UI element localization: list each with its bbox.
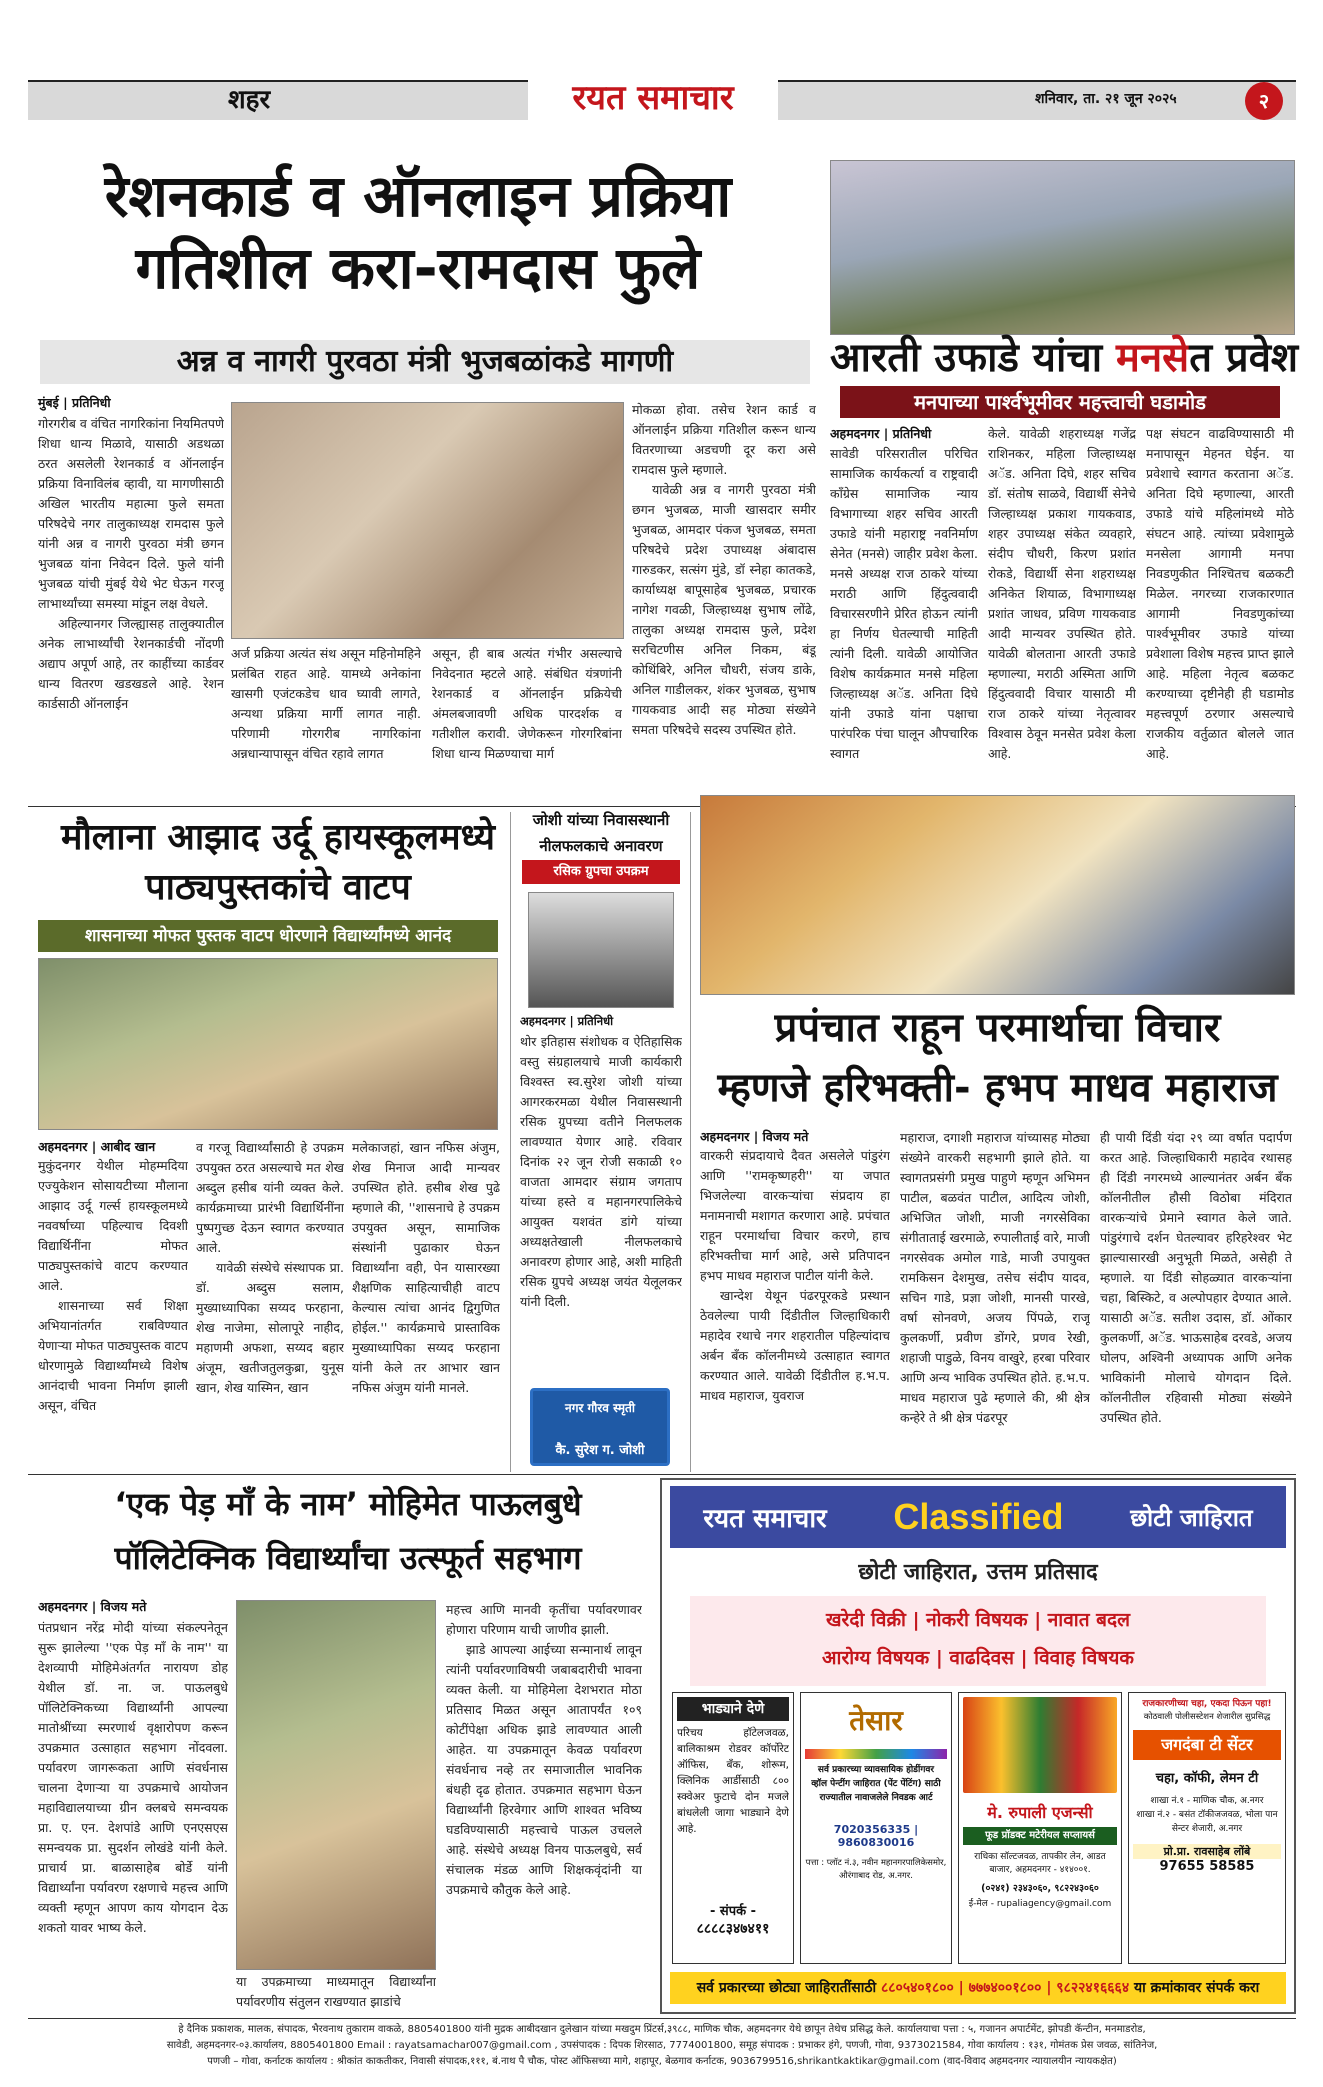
story6-col3 [446,1600,642,2012]
story3-ribbon: शासनाच्या मोफत पुस्तक वाटप धोरणाने विद्यार्थ्यांमध्ये आनंद [38,920,498,952]
story1-col1-para2: अहिल्यानगर जिल्ह्यासह तालुक्यातील अनेक लाभार्थ्यांची रेशनकार्डची नोंदणी अद्याप अपूर्ण आहे, तर काहींच्या कार्डवर धान्य वितरण खडखडले आहे. रेशन कार्डसाठी ऑनलाईन [38,616,224,711]
story5-col2: महाराज, दगाशी महाराज यांच्यासह मोठ्या संख्येने वारकरी सहभागी झाले होते. या स्वागतप्रसंगी प्रमुख पाहुणे म्हणून अभिमन पाटील, बळवंत पाटील, आदित्य जोशी, अभिजित जोशी, माजी नगरसेविका संगीताताई खरमाळे, रुपालीताई वारे, माजी नगरसेवक अमोल गाडे, माजी उपायुक्त रामकिसन देशमुख, तसेच संदीप यादव, सचिन गाडे, प्रज्ञा जोशी, मानसी पारखे, वर्षा सोनवणे, अजय पिंपळे, राजू कुलकर्णी, प्रवीण डोंगरे, प्रणव रेखी, शहाजी पाडुळे, विनय वाखुरे, हरबा परिवार आणि अन्य भाविक उपस्थित होते. ह.भ.प. माधव महाराज पुढे म्हणाले की, श्री क्षेत्र कन्हेरे ते श्री क्षेत्र पंढरपूर [900,1130,1090,1425]
section-label: शहर [228,85,271,115]
ad-art-stripes [805,1749,947,1759]
story5-col1-para1: वारकरी संप्रदायाचे दैवत असलेले पांडुरंग आणि ''रामकृष्णहरी'' या जपात भिजलेल्या वारकऱ्यांचा संप्रदाय हा मनामनाची मशागत करणारा आहे. प्रपंचात राहून परमार्थाचा विचार करणे, हाच हरिभक्तीचा मार्ग आहे, असे प्रतिपादन हभप माधव महाराज पाटील यांनी केले. [700,1148,890,1283]
row-divider-2 [28,1474,1296,1475]
story6-byline: अहमदनगर | विजय मते [38,1599,147,1614]
ad-tea-name: जगदंबा टी सेंटर [1133,1730,1281,1760]
story5-col1 [700,1146,890,1468]
story6-col3-para1: महत्त्व आणि मानवी कृतींचा पर्यावरणावर होणारा परिणाम याची जाणीव झाली. [446,1602,642,1637]
col-divider-b [690,812,691,1472]
story5-photo [700,795,1295,995]
story6-headline-line2: पॉलिटेक्निक विद्यार्थ्यांचा उत्स्फूर्त सहभाग [114,1539,582,1577]
story3-col2-para1: व गरजू विद्यार्थ्यांसाठी हे उपक्रम उपयुक्त ठरत असल्याचे मत शेख अब्दुल हसीब यांनी व्यक्त केले. कार्यक्रमाच्या प्रारंभी विद्यार्थिनींना पुष्पगुच्छ देऊन स्वागत करण्यात आले. [196,1140,344,1255]
story1-col4-para1: मोकळा होवा. तसेच रेशन कार्ड व ऑनलाईन प्रक्रिया गतिशील करून धान्य वितरणाच्या अडचणी दूर करा असे रामदास फुले म्हणाले. [632,402,816,477]
ad-tea-phone: 97655 58585 [1159,1859,1255,1874]
story1-col1 [38,414,224,800]
classified-footer-b: या क्रमांकावर संपर्क करा [1133,1980,1260,1996]
imprint-line3: पणजी – गोवा, कर्नाटक कार्यालय : श्रीकांत काकतीकर, निवासी संपादक,१११, बं.नाथ पै चौक, पोस्ट ऑफिसच्या मागे, शहापूर, बेळगाव कर्नाटक, 9036799516,shrikantkaktikar@gmail.com (वाद-विवाद अहमदनगर न्यायालयीन न्यायकक्षेत) [207,2056,1117,2067]
classified-cats-row2: आरोग्य विषयक | वाढदिवस | विवाह विषयक [822,1647,1134,1669]
cat-birthday: वाढदिवस [949,1647,1014,1669]
imprint-line2: सावेडी, अहमदनगर-०३.कार्यालय, 8805401800 Email : rayatsamachar007@gmail.com , उपसंपादक : दिपक शिरसाठ, 7774001800, समूह संपादक : प्रभाकर हंगे, पणजी, गोवा, 9373021584, गोवा कार्यालय : १३१, गोमंतक प्रेस जवळ, सांतिनेज, [166,2040,1158,2051]
classified-footer-a: सर्व प्रकारच्या छोट्या जाहिरातींसाठी [696,1980,877,1996]
ad-art-line2: व्हॉल पेन्टींग जाहिरात (पेंट पेंटिंग) साठी [811,1779,941,1789]
story1-headline-line2: गतिशील करा-रामदास फुले [135,234,701,302]
cat-marriage: विवाह विषयक [1034,1647,1134,1669]
story6-col2: या उपक्रमाच्या माध्यमातून विद्यार्थ्यांना पर्यावरणीय संतुलन राखण्यात झाडांचे [236,1974,436,2009]
classified-footer-phones: ८८०५४०१८०० | ७७७४००१८०० | ९८२२४१६६६४ [880,1980,1130,1996]
ad-rent-title: भाड्याने देणे [677,1697,789,1721]
classified-title-mid: Classified [893,1496,1064,1537]
story2-ribbon: मनपाच्या पार्श्वभूमीवर महत्त्वाची घडामोड [840,386,1280,418]
story4-ribbon: रसिक ग्रुपचा उपक्रम [522,860,680,884]
story1-col4 [632,400,816,800]
story4-body: थोर इतिहास संशोधक व ऐतिहासिक वस्तु संग्रहालयाचे माजी कार्यकारी विश्वस्त स्व.सुरेश जोशी यांच्या आगरकरमळा येथील निवासस्थानी रसिक ग्रुपच्या वतीने निलफलक लावण्यात येणार आहे. रविवार दिनांक २२ जून रोजी सकाळी १० वाजता आमदार संग्राम जगताप यांच्या हस्ते व महानगरपालिकेचे आयुक्त यशवंत डांगे यांच्या अध्यक्षतेखाली नीलफलकाचे अनावरण होणार आहे, अशी माहिती रसिक ग्रुपचे अध्यक्ष जयंत येलूलकर यांनी दिली. [520,1034,682,1309]
story5-headline-line2: म्हणजे हरिभक्ती- हभप माधव महाराज [717,1065,1278,1111]
ad-rent [672,1692,794,1964]
ad-agency-email: ई-मेल - rupaliagency@gmail.com [968,1899,1112,1909]
story4-plaque-title: नगर गौरव स्मृती [565,1401,635,1415]
cat-jobs: नोकरी विषयक [926,1609,1028,1631]
story5-col3: ही पायी दिंडी यंदा २९ व्या वर्षात पदार्पण करत आहे. जिल्हाधिकारी महादेव रथासह ही दिंडी नगरमध्ये आल्यानंतर अर्बन बँक कॉलनीतील हौसी विठोबा मंदिरात वारकऱ्यांचे प्रेमाने स्वागत केले जाते. पांडुरंगाचे दर्शन घेतल्यावर हरिहरेश्वर भेट झाल्यासारखी अनुभूती मिळते, असेही ते म्हणाले. या दिंडी सोहळ्यात वारकऱ्यांना चहा, बिस्किटे, व अल्पोपहार देण्यात आले. यासाठी अॅड. सतीश उदास, डॉ. ओंकार कुलकर्णी, अॅड. भाऊसाहेब दरवडे, अजय घोलप, अश्विनी अध्यापक आणि अनेक भाविकांनी मोलाचे योगदान दिले. कॉलनीतील रहिवासी मोठ्या संख्येने उपस्थित होते. [1100,1130,1292,1425]
story3-photo [38,958,498,1130]
story5-byline: अहमदनगर | विजय मते [700,1129,809,1144]
story1-photo [231,402,624,639]
story4-portrait [528,892,674,1008]
story3-headline-line2: पाठ्यपुस्तकांचे वाटप [145,867,411,908]
ad-tea [1128,1692,1286,1964]
cat-buy-sell: खरेदी विक्री [826,1609,906,1631]
ad-agency-contact: राधिका सॉल्टजवळ, तापकीर लेन, आडत बाजार, अहमदनगर - ४१४००१. [974,1852,1106,1875]
story1-subhead: अन्न व नागरी पुरवठा मंत्री भुजबळांकडे मागणी [40,340,810,384]
story6-col1: पंतप्रधान नरेंद्र मोदी यांच्या संकल्पनेतून सुरू झालेल्या ''एक पेड़ माँ के नाम'' या देशव्यापी मोहिमेअंतर्गत नारायण डोह येथील डॉ. ना. ज. पाऊलबुधे पॉलिटेक्निकच्या विद्यार्थ्यांनी आपल्या मातोश्रींच्या स्मरणार्थ वृक्षारोपण करून उपक्रमात उत्साहात सहभाग नोंदवला. पर्यावरण जागरूकता आणि संवर्धनास चालना देणाऱ्या या उपक्रमाचे आयोजन महाविद्यालयाच्या ग्रीन क्लबचे समन्वयक प्रा. ए. एन. देशपांडे आणि एनएसएस समन्वयक प्रा. सुदर्शन लोखंडे यांनी केले. प्राचार्य प्रा. बाळासाहेब बोर्डे यांनी विद्यार्थ्यांना पर्यावरण रक्षणाचे महत्त्व आणि व्यक्ती म्हणून आपण काय योगदान देऊ शकतो यावर भाष्य केले. [38,1620,228,1935]
story6-col3-para2: झाडे आपल्या आईच्या सन्मानार्थ लावून त्यांनी पर्यावरणाविषयी जबाबदारीची भावना व्यक्त केली. या मोहिमेला देशभरात मोठा प्रतिसाद मिळत असून आतापर्यंत १०९ कोटींपेक्षा अधिक झाडे लावण्यात आली आहेत. या उपक्रमातून केवळ पर्यावरण संवर्धनाच नव्हे तर समाजातील भावनिक बंधही दृढ होतात. उपक्रमात सहभाग घेऊन विद्यार्थ्यांनी हिरवेगार आणि शाश्वत भविष्य घडविण्यासाठी महत्त्वाचे पाऊल उचलले आहे. संस्थेचे अध्यक्ष विनय पाऊलबुधे, सर्व संचालक मंडळ आणि शिक्षकवृंदांनी या उपक्रमाचे कौतुक केले आहे. [446,1642,642,1897]
story3-col2-para2: यावेळी संस्थेचे संस्थापक प्रा. डॉ. अब्दुस सलाम, मुख्याध्यापिका सय्यद फरहाना, शेख नाजेमा, सोलापूरे नाहीद, महाणमी अफशा, सय्यद बहार अंजूम, खतीजतुलकुब्रा, युनूस खान, शेख यास्मिन, खान [196,1260,344,1395]
story2-byline: अहमदनगर | प्रतिनिधी [830,426,932,441]
classified-header [670,1486,1286,1548]
ad-rent-contact-label: - संपर्क - [710,1904,756,1919]
ad-tea-branch1: शाखा नं.१ - माणिक चौक, अ.नगर [1150,1796,1264,1806]
story1-col2: अर्ज प्रक्रिया अत्यंत संथ असून महिनोमहिने प्रलंबित राहत आहे. यामध्ये अनेकांना खासगी एजंटकडेच धाव घ्यावी लागते, अन्यथा प्रक्रिया मार्गी लागत नाही. परिणामी गोरगरीब नागरिकांना अन्नधान्यापासून वंचित रहावे लागत [231,646,421,761]
ad-agency-phones: (०२४१) २३४३०६०, ९८२२४३०६० [981,1883,1099,1894]
story2-headline-tail: त प्रवेश [1189,335,1299,381]
ad-art-phones: 7020356335 | 9860830016 [833,1823,919,1849]
story1-headline-line1: रेशनकार्ड व ऑनलाइन प्रक्रिया [104,162,732,230]
imprint [34,2022,1290,2070]
ad-agency-products [963,1697,1117,1793]
story2-headline [830,330,1299,386]
story3-col3: मलेकाजहां, खान नफिस अंजुम, शेख मिनाज आदी मान्यवर उपस्थित होते. हसीब शेख पुढे म्हणाले की, ''शासनाचे हे उपक्रम उपयुक्त असून, सामाजिक संस्थांनी पुढाकार घेऊन विद्यार्थ्यांना वही, पेन यासारख्या शैक्षणिक साहित्याचीही वाटप केल्यास त्यांचा आनंद द्विगुणित होईल.'' कार्यक्रमाचे प्रास्ताविक मुख्याध्यापिका सय्यद फरहाना यांनी केले तर आभार खान नफिस अंजुम यांनी मानले. [352,1140,500,1395]
story4-plaque [530,1388,670,1466]
story6-photo [236,1600,436,1970]
classified-title-right: छोटी जाहिरात [1130,1503,1253,1532]
story3-col1-para1: मुकुंदनगर येथील मोहम्मदिया एज्युकेशन सोसायटीच्या मौलाना आझाद उर्दू गर्ल्स हायस्कूलमध्ये नववर्षाच्या पहिल्याच दिवशी विद्यार्थिनींना मोफत पाठ्यपुस्तकांचे वाटप करण्यात आले. [38,1158,188,1293]
cat-name-change: नावात बदल [1047,1609,1130,1631]
story2-photo [830,160,1295,335]
ad-agency-tag: फूड प्रॉडक्ट मटेरीयल सप्लायर्स [963,1827,1117,1845]
story2-col2: केले. यावेळी शहराध्यक्ष गजेंद्र राशिनकर, महिला जिल्हाध्यक्ष अॅड. अनिता दिघे, शहर सचिव डॉ. संतोष साळवे, विद्यार्थी सेनेचे जिल्हाध्यक्ष प्रकाश गायकवाड, शहर उपाध्यक्ष संकेत व्यवहारे, संदीप चौधरी, किरण प्रशांत रोकडे, विद्यार्थी सेना शहराध्यक्ष अनिकेत शियाळ, विभागाध्यक्ष प्रशांत जाधव, प्रविण गायकवाड आदी मान्यवर उपस्थित होते. यावेळी बोलताना आरती उफाडे म्हणाल्या, मराठी अस्मिता आणि हिंदुत्ववादी विचार यासाठी मी राज ठाकरे यांच्या नेतृत्वावर विश्वास ठेवून मनसेत प्रवेश केला आहे. [988,426,1136,761]
ad-art-line1: सर्व प्रकारच्या व्यावसायिक होडींगवर [817,1765,935,1775]
ad-art-address: पत्ता : प्लॉट नं.३, नवीन महानगरपालिकेसमोर, औरंगाबाद रोड, अ.नगर. [805,1858,947,1881]
story4-headline-line2: नीलफलकाचे अनावरण [539,837,663,855]
classified-cats-row1: खरेदी विक्री | नोकरी विषयक | नावात बदल [826,1609,1130,1631]
story3-col1-para2: शासनाच्या सर्व शिक्षा अभियानांतर्गत राबविण्यात येणाऱ्या मोफत पाठ्यपुस्तक वाटप धोरणामुळे विद्यार्थ्यांमध्ये विशेष आनंदाची भावना निर्माण झाली असून, वंचित [38,1298,188,1413]
issue-date: शनिवार, ता. २१ जून २०२५ [1035,91,1177,107]
ad-art [800,1692,952,1964]
ad-tea-branch2: शाखा नं.२ - बसंत टॉकीजजवळ, भोला पान सेन्टर शेजारी, अ.नगर [1136,1810,1278,1834]
ad-art-brand: तेसार [849,1704,903,1737]
story6-headline-line1: ‘एक पेड़ माँ के नाम’ मोहिमेत पाऊलबुधे [114,1485,582,1523]
story3-col2 [196,1138,344,1466]
story1-col3: असून, ही बाब अत्यंत गंभीर असल्याचे निवेदनात म्हटले आहे. संबंधित यंत्रणांनी रेशनकार्ड व ऑनलाईन प्रक्रियेची अंमलबजावणी अधिक पारदर्शक व गतीशील करावी. जेणेकरून गोरगरिबांना शिधा धान्य मिळण्याचा मार्ग [432,646,622,761]
ad-art-line3: राज्यातील नावाजलेले निवडक आर्ट [819,1793,933,1803]
story3-byline: अहमदनगर | आबीद खान [38,1139,156,1154]
cat-health: आरोग्य विषयक [822,1647,930,1669]
classified-title-left: रयत समाचार [703,1504,827,1534]
story1-col4-para2: यावेळी अन्न व नागरी पुरवठा मंत्री छगन भुजबळ, माजी खासदार समीर भुजबळ, आमदार पंकज भुजबळ, समता परिषदेचे प्रदेश उपाध्यक्ष अंबादास गारुडकर, सत्संग मुंडे, डॉ स्नेहा कातकडे, कार्याध्यक्ष बापूसाहेब भुजबळ, प्रचारक नागेश गवळी, जिल्हाध्यक्ष सुभाष लोंढे, तालुका अध्यक्ष रामदास फुले, प्रदेश सरचिटणीस अनिल निकम, बंडू कोथिंबिरे, अनिल चौधरी, संजय डाके, अनिल गाडीलकर, शंकर भुजबळ, सुभाष गायकवाड आदी सह मोठ्या संख्येने समता परिषदेचे सदस्य उपस्थित होते. [632,482,816,737]
story3-col1 [38,1156,188,1466]
page-number: २ [1245,82,1283,120]
ad-agency [958,1692,1122,1964]
story2-headline-accent: मनसे [1116,335,1190,381]
story5-col1-para2: खान्देश येथून पंढरपूरकडे प्रस्थान ठेवलेल्या पायी दिंडीतील जिल्हाधिकारी महादेव रथाचे नगर शहरातील पहिल्यांदाच अर्बन बँक कॉलनीमध्ये उत्साहात स्वागत करण्यात आले. यावेळी दिंडीतील ह.भ.प. माधव महाराज, युवराज [700,1288,890,1403]
story1-byline: मुंबई | प्रतिनिधी [38,395,111,410]
ad-tea-top2: कोठवाली पोलीसस्टेशन शेजारील सुप्रसिद्ध [1143,1712,1271,1722]
story1-col1-para1: गोरगरीब व वंचित नागरिकांना नियमितपणे शिधा धान्य मिळावे, यासाठी अडथळा ठरत असलेली रेशनकार्ड व ऑनलाईन प्रक्रिया विनाविलंब व्हावी, या मागणीसाठी अखिल भारतीय महात्मा फुले समता परिषदेचे नगर तालुकाध्यक्ष रामदास फुले यांनी अन्न व नागरी पुरवठा मंत्री छगन भुजबळ यांना निवेदन दिले. फुले यांनी भुजबळ यांची मुंबई येथे भेट घेऊन गरजू लाभार्थ्यांच्या समस्या मांडून लक्ष वेधले. [38,416,224,611]
ad-rent-phone: ८८८८३४७४११ [696,1921,770,1937]
col-divider-a [510,812,511,1472]
classified-footer [670,1972,1286,2004]
story5-headline-line1: प्रपंचात राहून परमार्थाचा विचार [774,1005,1221,1051]
story4-plaque-name: कै. सुरेश ग. जोशी [555,1443,645,1458]
imprint-line1: हे दैनिक प्रकाशक, मालक, संपादक, भैरवनाथ तुकाराम वाकळे, 8805401800 यांनी मुद्रक आबीदखान दुलेखान यांच्या मखदुम प्रिंटर्स,३९८८, माणिक चौक, अहमदनगर येथे छापून तेथेच प्रसिद्ध केले. कार्यालयाचा पत्ता : ५, गजानन अपार्टमेंट, झोपडी कॅन्टीन, मनमाडरोड, [178,2024,1146,2035]
classified-subtitle: छोटी जाहिरात, उत्तम प्रतिसाद [858,1560,1098,1585]
story3-headline-line1: मौलाना आझाद उर्दू हायस्कूलमध्ये [60,817,496,858]
story2-headline-part1: आरती उफाडे यांचा [830,335,1103,381]
story2-col1: सावेडी परिसरातील परिचित सामाजिक कार्यकर्त्या व राष्ट्रवादी काँग्रेस सामाजिक न्याय विभागाच्या शहर सचिव आरती उफाडे यांनी महाराष्ट्र नवनिर्माण सेनेत (मनसे) जाहीर प्रवेश केला. मनसे अध्यक्ष राज ठाकरे यांच्या मराठी आणि हिंदुत्ववादी विचारसरणीने प्रेरित होऊन त्यांनी हा निर्णय घेतल्याची माहिती त्यांनी दिली. यावेळी आयोजित विशेष कार्यक्रमात मनसे महिला जिल्हाध्यक्ष अॅड. अनिता दिघे यांनी उफाडे यांना पक्षाचा पारंपरिक पंचा घालून औपचारिक स्वागत [830,446,978,761]
masthead: रयत समाचार [528,75,778,121]
story2-col3: पक्ष संघटन वाढविण्यासाठी मी मनापासून मेहनत घेईन. या प्रवेशाचे स्वागत करताना अॅड. अनिता दिघे म्हणाल्या, आरती उफाडे यांचे महिलांमध्ये मोठे संघटन आहे. त्यांच्या प्रवेशामुळे मनसेला आगामी मनपा निवडणुकीत निश्चितच बळकटी मिळेल. नगरच्या राजकारणात आगामी निवडणुकांच्या पार्श्वभूमीवर उफाडे यांच्या प्रवेशाला विशेष महत्त्व प्राप्त झाले आहे. महिला नेतृत्व बळकट करण्याच्या दृष्टीनेही ही घडामोड महत्त्वपूर्ण ठरणार असल्याचे राजकीय वर्तुळात बोलले जात आहे. [1146,426,1294,761]
ad-rent-body: परिचय हॉटेलजवळ, बालिकाश्रम रोडवर कॉर्पोरेट ऑफिस, बँक, शोरूम, क्लिनिक आर्डीसाठी ८०० स्क्वेअर फुटाचे दोन मजले बांधलेली जागा भाड्याने देणे आहे. [677,1727,789,1835]
ad-tea-items: चहा, कॉफी, लेमन टी [1155,1771,1259,1786]
ad-agency-name: मे. रुपाली एजन्सी [987,1803,1093,1822]
ad-tea-top: राजकारणीच्या चहा, एकदा पिऊन पहा! [1142,1699,1272,1709]
story4-byline: अहमदनगर | प्रतिनिधी [520,1014,614,1028]
story4-headline-line1: जोशी यांच्या निवासस्थानी [532,811,670,829]
imprint-divider [28,2018,1296,2019]
ad-tea-owner: प्रो.प्रा. रावसाहेब लोंबे [1133,1844,1281,1859]
